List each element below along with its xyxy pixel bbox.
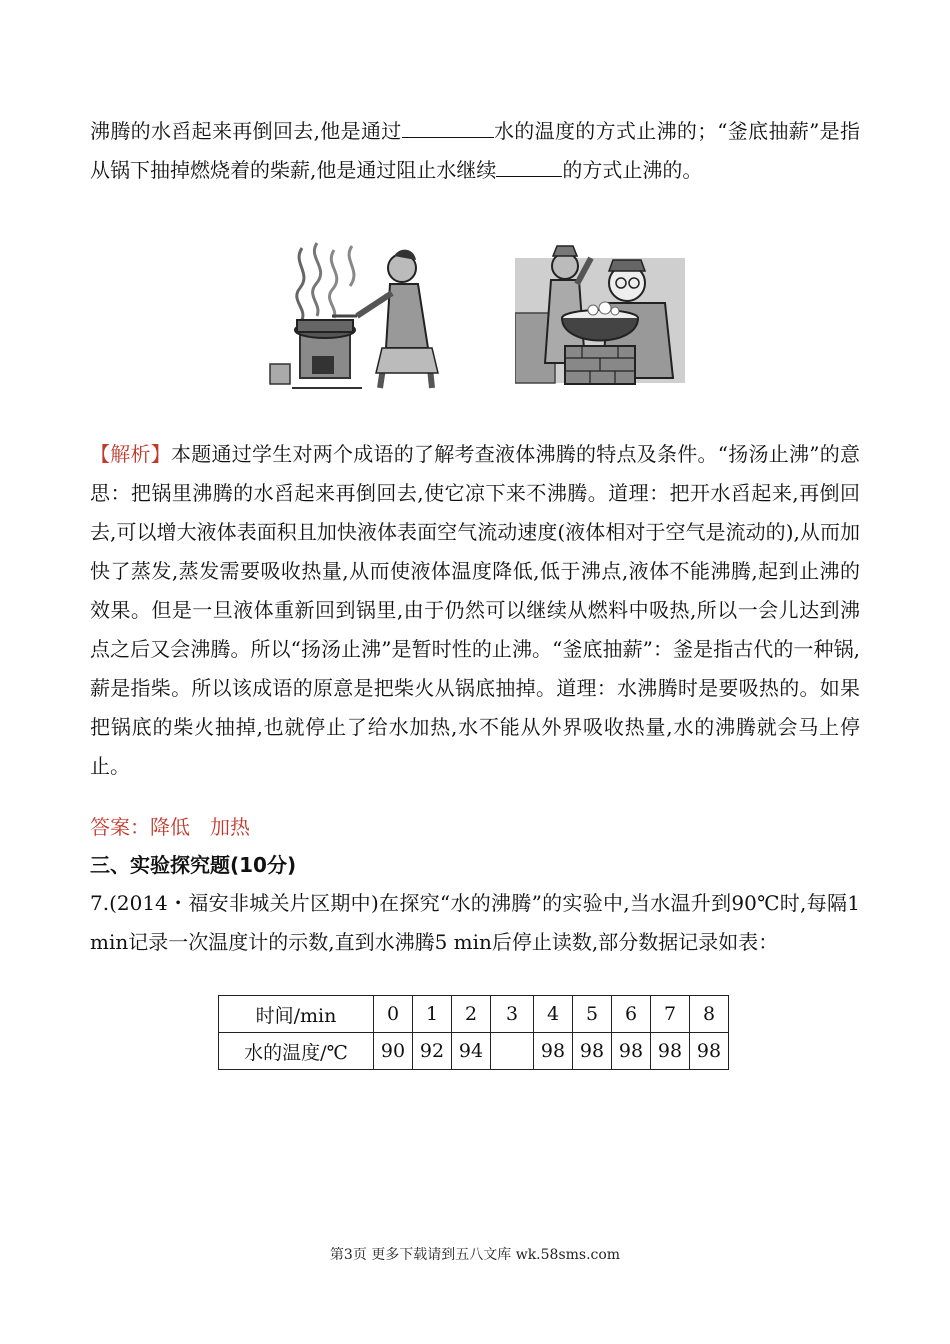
table-cell: 98 bbox=[612, 1033, 651, 1070]
row-header-temp: 水的温度/℃ bbox=[219, 1033, 374, 1070]
question-7: 7.(2014・福安非城关片区期中)在探究“水的沸腾”的实验中,当水温升到90℃时,每隔1 min记录一次温度计的示数,直到水沸腾5 min后停止读数,部分数据记录如表： bbox=[90, 891, 860, 954]
ladle-soup-illustration bbox=[262, 238, 452, 398]
table-row-temp bbox=[219, 1033, 729, 1070]
question-text-a: 沸腾的水舀起来再倒回去,他是通过 bbox=[90, 119, 402, 143]
table-cell: 98 bbox=[573, 1033, 612, 1070]
page-footer: 第3页 更多下载请到五八文库 wk.58sms.com bbox=[329, 1247, 621, 1263]
answer-label: 答案： bbox=[90, 815, 150, 839]
table-cell: 8 bbox=[690, 996, 729, 1033]
question-text-c: 的方式止沸的。 bbox=[562, 158, 703, 182]
answer-blank-2 bbox=[496, 156, 562, 177]
question-paragraph bbox=[90, 112, 860, 190]
table-cell: 2 bbox=[452, 996, 491, 1033]
table-cell: 94 bbox=[452, 1033, 491, 1070]
table-cell: 6 bbox=[612, 996, 651, 1033]
section-heading: 三、实验探究题(10分) bbox=[90, 853, 297, 877]
table-cell: 90 bbox=[374, 1033, 413, 1070]
analysis-paragraph bbox=[90, 435, 860, 786]
table-cell: 98 bbox=[690, 1033, 729, 1070]
illustrations bbox=[0, 238, 950, 408]
table-cell: 98 bbox=[534, 1033, 573, 1070]
data-table bbox=[218, 995, 729, 1070]
row-header-time: 时间/min bbox=[219, 996, 374, 1033]
answer-blank-1 bbox=[402, 117, 494, 138]
table-cell: 5 bbox=[573, 996, 612, 1033]
analysis-label: 【解析】 bbox=[90, 442, 172, 466]
table-cell: 1 bbox=[413, 996, 452, 1033]
table-cell-empty bbox=[491, 1033, 534, 1070]
analysis-text: 本题通过学生对两个成语的了解考查液体沸腾的特点及条件。“扬汤止沸”的意思：把锅里沸腾的水舀起来再倒回去,使它凉下来不沸腾。道理：把开水舀起来,再倒回去,可以增大液体表面积且加快液体表面空气流动速度(液体相对于空气是流动的),从而加快了蒸发,蒸发需要吸收热量,从而使液体温度降低,低于沸点,液体不能沸腾,起到止沸的效果。但是一旦液体重新回到锅里,由于仍然可以继续从燃料中吸热,所以一会儿达到沸点之后又会沸腾。所以“扬汤止沸”是暂时性的止沸。“釜底抽薪”：釜是指古代的一种锅,薪是指柴。所以该成语的原意是把柴火从锅底抽掉。道理：水沸腾时是要吸热的。如果把锅底的柴火抽掉,也就停止了给水加热,水不能从外界吸收热量,水的沸腾就会马上停止。 bbox=[90, 442, 861, 778]
table-row-time bbox=[219, 996, 729, 1033]
remove-firewood-illustration bbox=[515, 238, 690, 398]
answer-text: 降低 加热 bbox=[150, 815, 250, 839]
question-text-b: 水的温度的方式止沸的；“釜底抽薪”是指从锅下抽掉燃烧着的柴薪,他是通过阻止水继续 bbox=[90, 119, 860, 182]
answer-line bbox=[90, 808, 860, 847]
table-cell: 3 bbox=[491, 996, 534, 1033]
table-cell: 4 bbox=[534, 996, 573, 1033]
table-cell: 92 bbox=[413, 1033, 452, 1070]
table-cell: 7 bbox=[651, 996, 690, 1033]
table-cell: 98 bbox=[651, 1033, 690, 1070]
table-cell: 0 bbox=[374, 996, 413, 1033]
